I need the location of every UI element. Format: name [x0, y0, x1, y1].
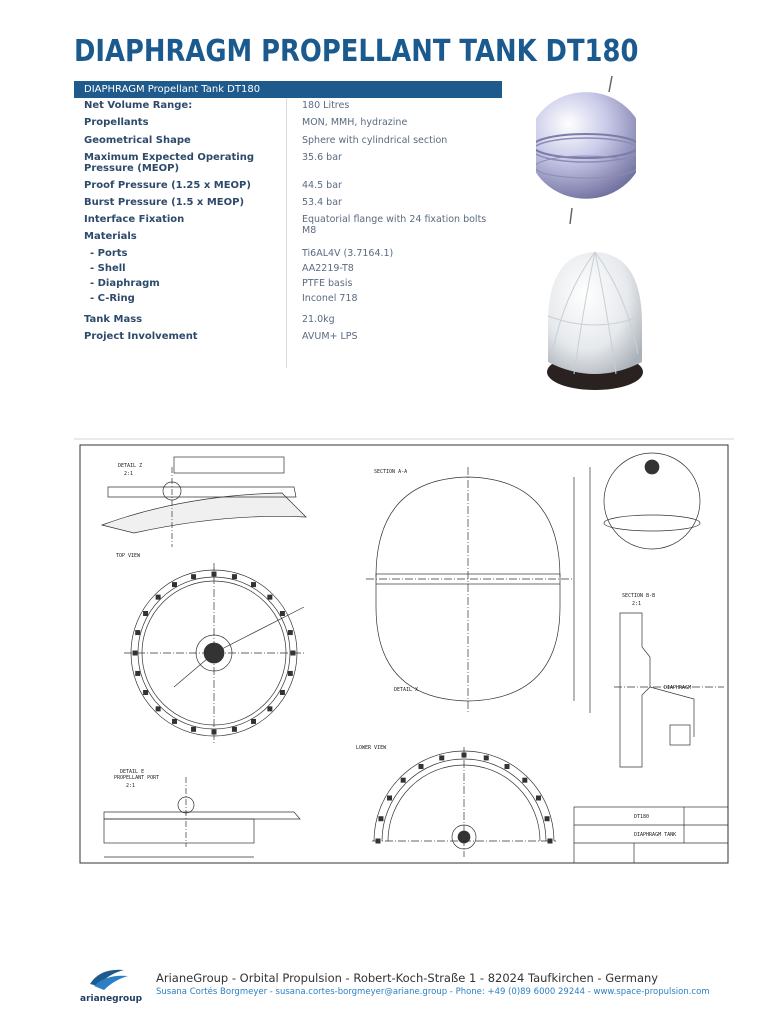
label-propellant-port: PROPELLANT PORT: [114, 775, 160, 781]
spec-label: - Shell: [90, 263, 126, 274]
spec-row: [74, 293, 502, 308]
spec-table-header: DIAPHRAGM Propellant Tank DT180: [74, 81, 502, 98]
flange-bolt: [143, 690, 148, 695]
spec-label: Project Involvement: [84, 331, 198, 342]
label-detail-x: DETAIL X: [394, 687, 419, 693]
spec-label: Maximum Expected Operating Pressure (MEOP): [84, 152, 254, 174]
label-diaphragm: DIAPHRAGM: [664, 685, 692, 691]
spec-value: Sphere with cylindrical section: [302, 135, 448, 146]
flange-bolt: [267, 706, 272, 711]
flange-bolt: [536, 796, 541, 801]
tank-photo-assembled: [536, 74, 636, 232]
logo-text: arianegroup: [80, 994, 143, 1004]
flange-bolt: [419, 764, 424, 769]
flange-bolt: [522, 778, 527, 783]
title-block-sub: DIAPHRAGM TANK: [634, 832, 677, 838]
flange-bolt: [376, 839, 381, 844]
label-top-view: TOP VIEW: [116, 553, 141, 559]
spec-value: MON, MMH, hydrazine: [302, 117, 408, 128]
spec-value: PTFE basis: [302, 278, 353, 289]
spec-table: [74, 81, 502, 342]
spec-label: Propellants: [84, 117, 149, 128]
flange-bolt: [439, 755, 444, 760]
flange-bolt: [267, 595, 272, 600]
spec-value: 35.6 bar: [302, 152, 342, 163]
flange-bolt: [251, 719, 256, 724]
flange-bolt: [280, 690, 285, 695]
flange-bolt: [401, 778, 406, 783]
spec-value: Ti6AL4V (3.7164.1): [302, 248, 394, 259]
spec-row: [74, 278, 502, 293]
label-section-bb-scale: 2:1: [632, 601, 642, 607]
title-block-name: DT180: [634, 814, 650, 820]
flange-bolt: [212, 572, 217, 577]
spec-value: 44.5 bar: [302, 180, 342, 191]
spec-label: Interface Fixation: [84, 214, 185, 225]
footer-address: ArianeGroup - Orbital Propulsion - Robert-Koch-Straße 1 - 82024 Taufkirchen - Germany: [156, 971, 659, 985]
spec-label: - Ports: [90, 248, 128, 259]
spec-label: Burst Pressure (1.5 x MEOP): [84, 197, 245, 208]
technical-drawing: [74, 437, 734, 871]
footer-contact: Susana Cortés Borgmeyer - susana.cortes-borgmeyer@ariane.group - Phone: +49 (0)89 6000 29244 - www.space-propulsion.com: [156, 987, 710, 997]
flange-bolt: [191, 727, 196, 732]
flange-bolt: [387, 796, 392, 801]
flange-bolt: [212, 730, 217, 735]
flange-bolt: [545, 816, 550, 821]
flange-bolt: [232, 727, 237, 732]
spec-row: [74, 152, 502, 180]
flange-bolt: [251, 582, 256, 587]
page-title: DIAPHRAGM PROPELLANT TANK DT180: [74, 34, 639, 69]
flange-bolt: [172, 582, 177, 587]
label-section-aa: SECTION A-A: [374, 469, 408, 475]
flange-bolt: [484, 755, 489, 760]
flange-bolt: [143, 611, 148, 616]
flange-bolt: [288, 671, 293, 676]
spec-value: AA2219-T8: [302, 263, 354, 274]
spec-value: Inconel 718: [302, 293, 358, 304]
spec-label: Tank Mass: [84, 314, 143, 325]
flange-bolt: [135, 671, 140, 676]
flange-bolt: [232, 574, 237, 579]
flange-bolt: [291, 651, 296, 656]
label-detail-z-scale: 2:1: [124, 471, 134, 477]
spec-row: [74, 231, 502, 248]
spec-row: [74, 197, 502, 214]
spec-value: 53.4 bar: [302, 197, 342, 208]
flange-bolt: [135, 630, 140, 635]
spec-row: [74, 248, 502, 263]
arianegroup-logo: [80, 964, 146, 1004]
spec-row: [74, 263, 502, 278]
spec-row: [74, 214, 502, 236]
flange-bolt: [133, 651, 138, 656]
flange-bolt: [548, 839, 553, 844]
label-detail-z: DETAIL Z: [118, 463, 143, 469]
flange-bolt: [505, 764, 510, 769]
label-detail-e: DETAIL E: [120, 769, 145, 775]
spec-row: [74, 117, 502, 134]
label-section-bb: SECTION B-B: [622, 593, 656, 599]
flange-bolt: [280, 611, 285, 616]
flange-bolt: [156, 706, 161, 711]
spec-row: [74, 100, 502, 117]
spec-row: [74, 331, 502, 348]
spec-value: 21.0kg: [302, 314, 335, 325]
label-detail-e-scale: 2:1: [126, 783, 136, 789]
flange-bolt: [288, 630, 293, 635]
spec-row: [74, 180, 502, 197]
spec-value: Equatorial flange with 24 fixation bolts M8: [302, 214, 487, 236]
label-lower-view: LOWER VIEW: [356, 745, 387, 751]
spec-value: 180 Litres: [302, 100, 350, 111]
flange-bolt: [172, 719, 177, 724]
spec-label: Net Volume Range:: [84, 100, 193, 111]
spec-label: - Diaphragm: [90, 278, 160, 289]
spec-label: Proof Pressure (1.25 x MEOP): [84, 180, 251, 191]
spec-label: - C-Ring: [90, 293, 135, 304]
flange-bolt: [378, 816, 383, 821]
spec-row: [74, 314, 502, 331]
tank-photo-diaphragm: [544, 244, 646, 394]
spec-label: Materials: [84, 231, 137, 242]
spec-row: [74, 135, 502, 152]
flange-bolt: [191, 574, 196, 579]
flange-bolt: [156, 595, 161, 600]
spec-label: Geometrical Shape: [84, 135, 191, 146]
spec-value: AVUM+ LPS: [302, 331, 358, 342]
flange-bolt: [462, 753, 467, 758]
